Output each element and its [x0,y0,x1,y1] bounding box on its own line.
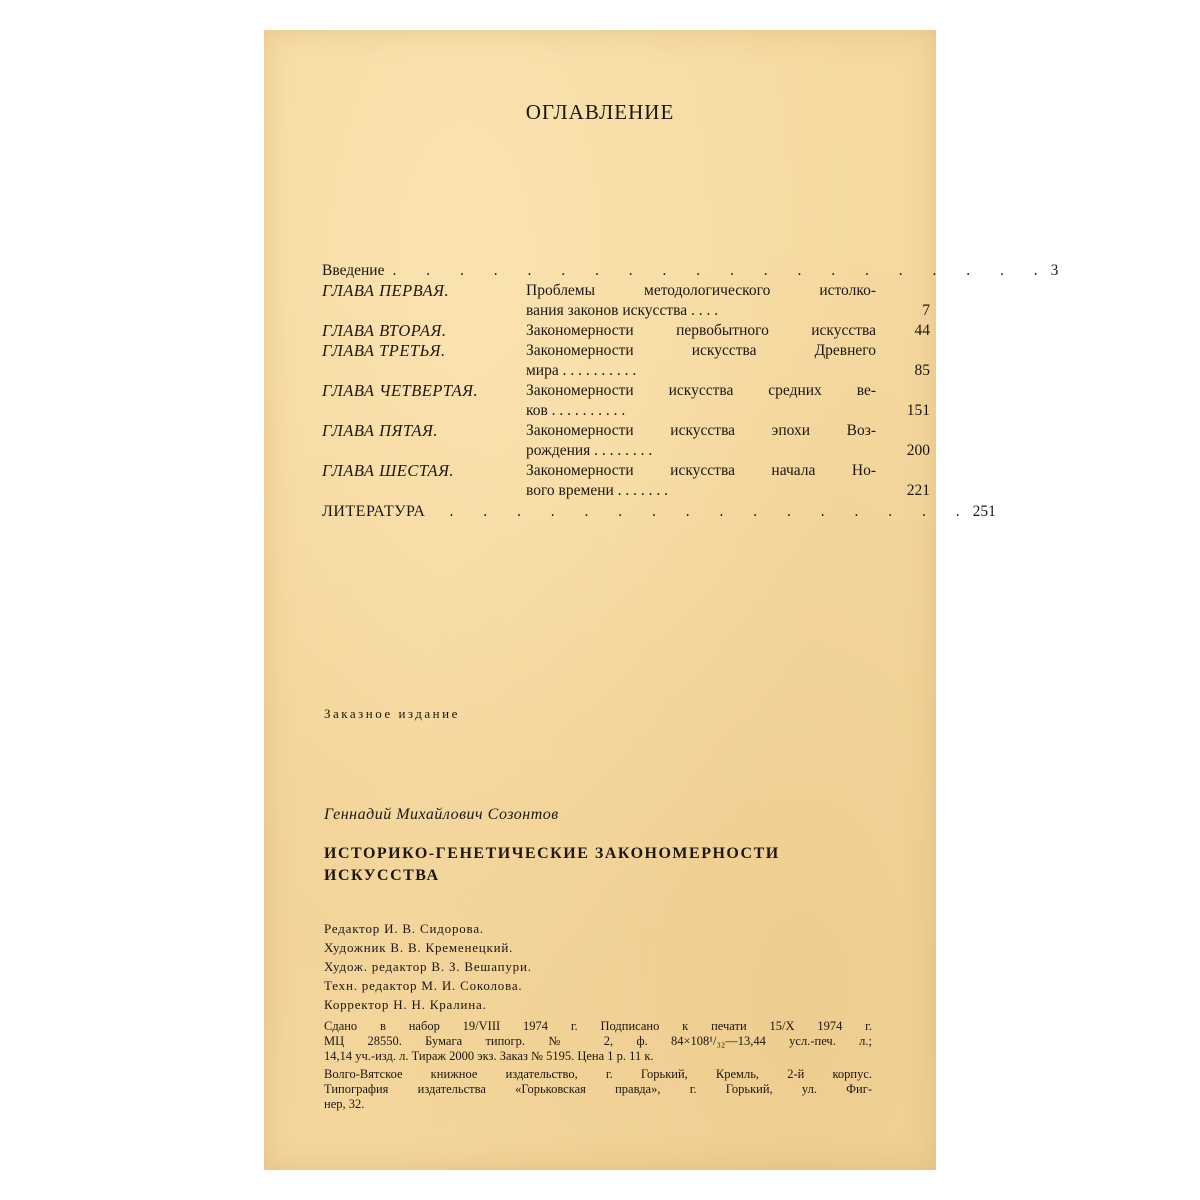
chapter-title-line: рождения . . . . . . . . [526,442,653,459]
chapter-page: 151 [906,402,930,419]
toc-row-intro [322,260,1059,282]
chapter-title-line: Закономерности искусства начала Но- [526,462,876,479]
imprint-line: Сдано в набор 19/VIII 1974 г. Подписано к печати 15/X 1974 г. [324,1019,872,1033]
chapter-page: 44 [914,322,930,339]
imprint [324,1019,872,1112]
credits [324,919,532,1014]
toc-literature-dots: . . . . . . . . . . . . . . . . [449,503,973,520]
chapter-title-line: Проблемы методологического истолко- [526,282,876,299]
chapter-title [526,321,876,341]
credit-line: Редактор И. В. Сидорова. [324,921,484,936]
imprint-line: нер, 32. [324,1097,365,1111]
toc-literature-label: ЛИТЕРАТУРА [322,503,426,520]
imprint-line: Типография издательства «Горьковская правда», г. Горький, ул. Фиг- [324,1082,872,1096]
toc-row-chapter-1 [322,281,934,321]
toc-intro-dots: . . . . . . . . . . . . . . . . . . . . [392,262,1051,279]
book-page [264,30,1059,1170]
toc-intro-page: 3 [1050,262,1059,279]
toc-row-chapter-3 [322,341,934,381]
toc-row-chapter-4 [322,381,934,421]
toc-row-chapter-6 [322,461,934,501]
credit-line: Техн. редактор М. И. Соколова. [324,978,523,993]
table-of-contents [322,260,1059,523]
chapter-label: ГЛАВА ВТОРАЯ. [322,321,447,340]
chapter-title [526,281,876,321]
page-title: ОГЛАВЛЕНИЕ [525,100,675,124]
chapter-page: 7 [922,302,930,319]
chapter-title-line: Закономерности первобытного искусства [526,322,876,339]
chapter-label: ГЛАВА ЧЕТВЕРТАЯ. [322,381,479,400]
chapter-label: ГЛАВА ПЕРВАЯ. [322,281,450,300]
chapter-label: ГЛАВА ПЯТАЯ. [322,421,439,440]
credit-line: Художник В. В. Кременецкий. [324,940,514,955]
imprint-line: 14,14 уч.-изд. л. Тираж 2000 экз. Заказ № 5195. Цена 1 р. 11 к. [324,1049,654,1063]
toc-row-chapter-2 [322,321,934,341]
chapter-title [526,341,876,381]
book-title-line: ИСКУССТВА [324,867,440,884]
chapter-page: 85 [914,362,930,379]
chapter-title-line: Закономерности искусства эпохи Воз- [526,422,876,439]
author-name: Геннадий Михайлович Созонтов [324,806,559,823]
chapter-page: 221 [906,482,930,499]
chapter-title [526,381,876,421]
chapter-title [526,421,876,461]
imprint-line: Волго-Вятское книжное издательство, г. Горький, Кремль, 2-й корпус. [324,1067,872,1081]
credit-line: Худож. редактор В. З. Вешапури. [324,959,532,974]
chapter-title-line: Закономерности искусства Древнего [526,342,876,359]
toc-row-chapter-5 [322,421,934,461]
chapter-title-line: мира . . . . . . . . . . [526,362,637,379]
imprint-line: МЦ 28550. Бумага типогр. № 2, ф. 84×108¹/₃₂—13,44 усл.-печ. л.; [324,1034,872,1048]
toc-row-literature [322,501,996,523]
book-title-line: ИСТОРИКО-ГЕНЕТИЧЕСКИЕ ЗАКОНОМЕРНОСТИ [324,845,780,862]
chapter-title-line: вания законов искусства . . . . [526,302,719,319]
chapter-page: 200 [906,442,930,459]
toc-literature-page: 251 [972,503,996,520]
chapter-title-line: вого времени . . . . . . . [526,482,669,499]
toc-intro-label: Введение [322,262,385,279]
credit-line: Корректор Н. Н. Кралина. [324,997,487,1012]
edition-note: Заказное издание [324,706,460,721]
chapter-label: ГЛАВА ШЕСТАЯ. [322,461,455,480]
chapter-title-line: Закономерности искусства средних ве- [526,382,876,399]
chapter-label: ГЛАВА ТРЕТЬЯ. [322,341,446,360]
chapter-title-line: ков . . . . . . . . . . [526,402,626,419]
book-title [324,843,780,887]
chapter-title [526,461,876,501]
